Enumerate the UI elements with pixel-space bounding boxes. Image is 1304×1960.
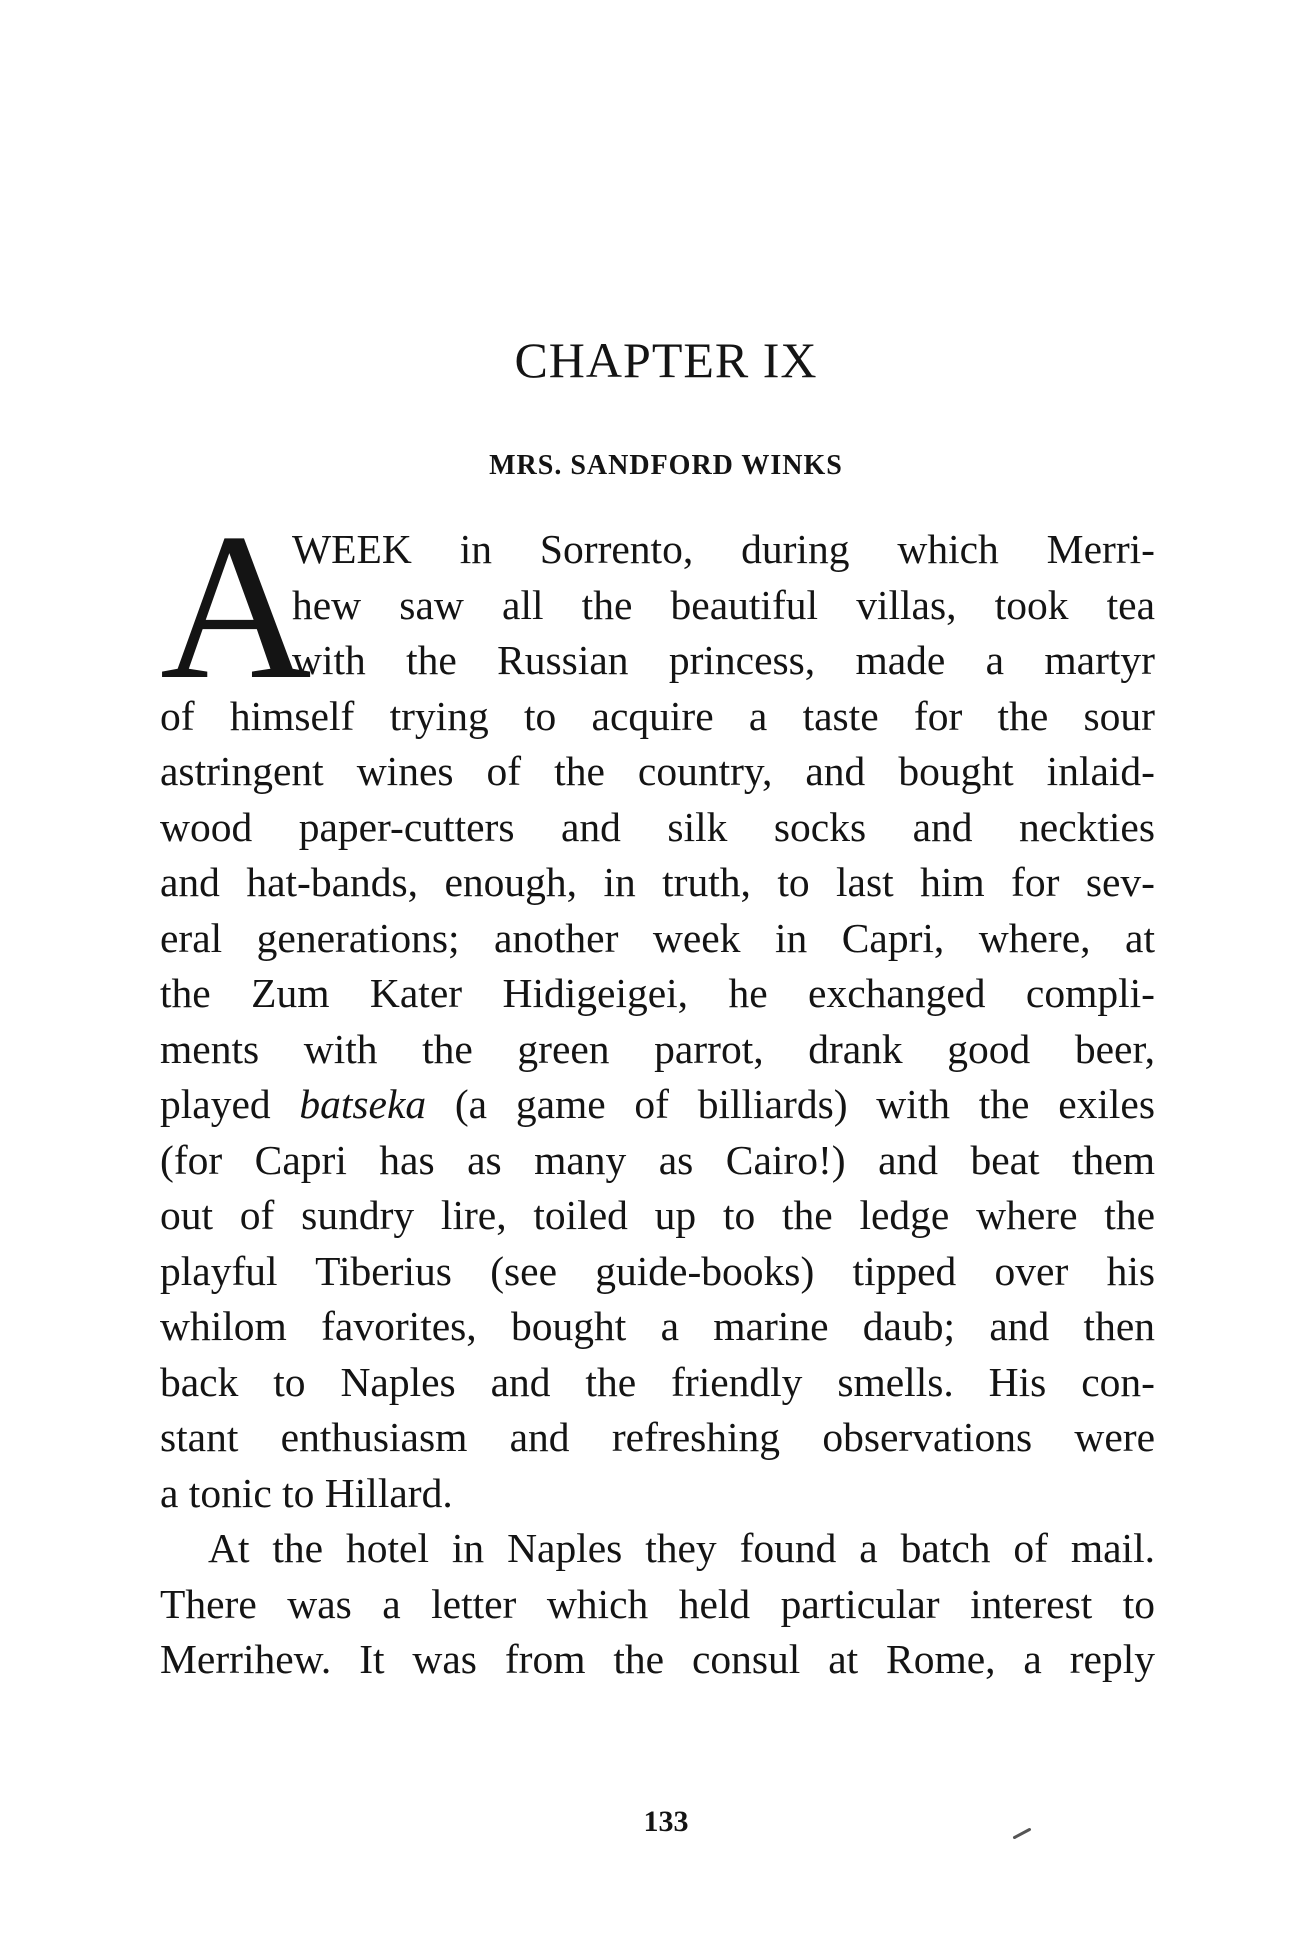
text-line: At the hotel in Naples they found a batch of mail.	[208, 1525, 1155, 1571]
page-number: 133	[643, 1805, 689, 1838]
text-line: out of sundry lire, toiled up to the ledge where the	[160, 1192, 1155, 1238]
text-line: hew saw all the beautiful villas, took tea	[292, 581, 1155, 628]
italic-word: batseka	[299, 1081, 427, 1127]
text-line: of himself trying to acquire a taste for the sour	[160, 692, 1155, 739]
text-line: the Zum Kater Hidigeigei, he exchanged compli-	[160, 970, 1155, 1016]
text-line	[160, 1077, 1155, 1133]
text-fragment: (a game of billiards) with the exiles	[426, 1081, 1156, 1127]
text-line: (for Capri has as many as Cairo!) and beat them	[160, 1136, 1155, 1183]
text-line: wood paper-cutters and silk socks and neckties	[160, 803, 1155, 850]
text-line: playful Tiberius (see guide-books) tipped over his	[160, 1247, 1155, 1294]
text-line: astringent wines of the country, and bought inlaid-	[160, 748, 1155, 794]
chapter-title: CHAPTER IX	[514, 332, 818, 388]
drop-cap: A	[160, 491, 312, 723]
text-line: stant enthusiasm and refreshing observations were	[160, 1414, 1155, 1460]
text-line: whilom favorites, bought a marine daub; and then	[160, 1303, 1155, 1349]
text-line: There was a letter which held particular interest to	[160, 1580, 1155, 1627]
text-line: Merrihew. It was from the consul at Rome, a reply	[160, 1636, 1155, 1682]
text-line: WEEK in Sorrento, during which Merri-	[292, 526, 1155, 572]
chapter-subtitle: MRS. SANDFORD WINKS	[489, 450, 843, 481]
text-line: back to Naples and the friendly smells. His con-	[160, 1358, 1155, 1405]
text-line: and hat-bands, enough, in truth, to last him for sev-	[160, 859, 1155, 905]
text-line: with the Russian princess, made a martyr	[292, 637, 1155, 683]
text-line: ments with the green parrot, drank good beer,	[160, 1025, 1155, 1072]
text-fragment: played	[160, 1081, 300, 1127]
text-line: eral generations; another week in Capri, where, at	[160, 914, 1155, 961]
text-line: a tonic to Hillard.	[160, 1469, 453, 1516]
body-text	[160, 491, 1156, 1688]
